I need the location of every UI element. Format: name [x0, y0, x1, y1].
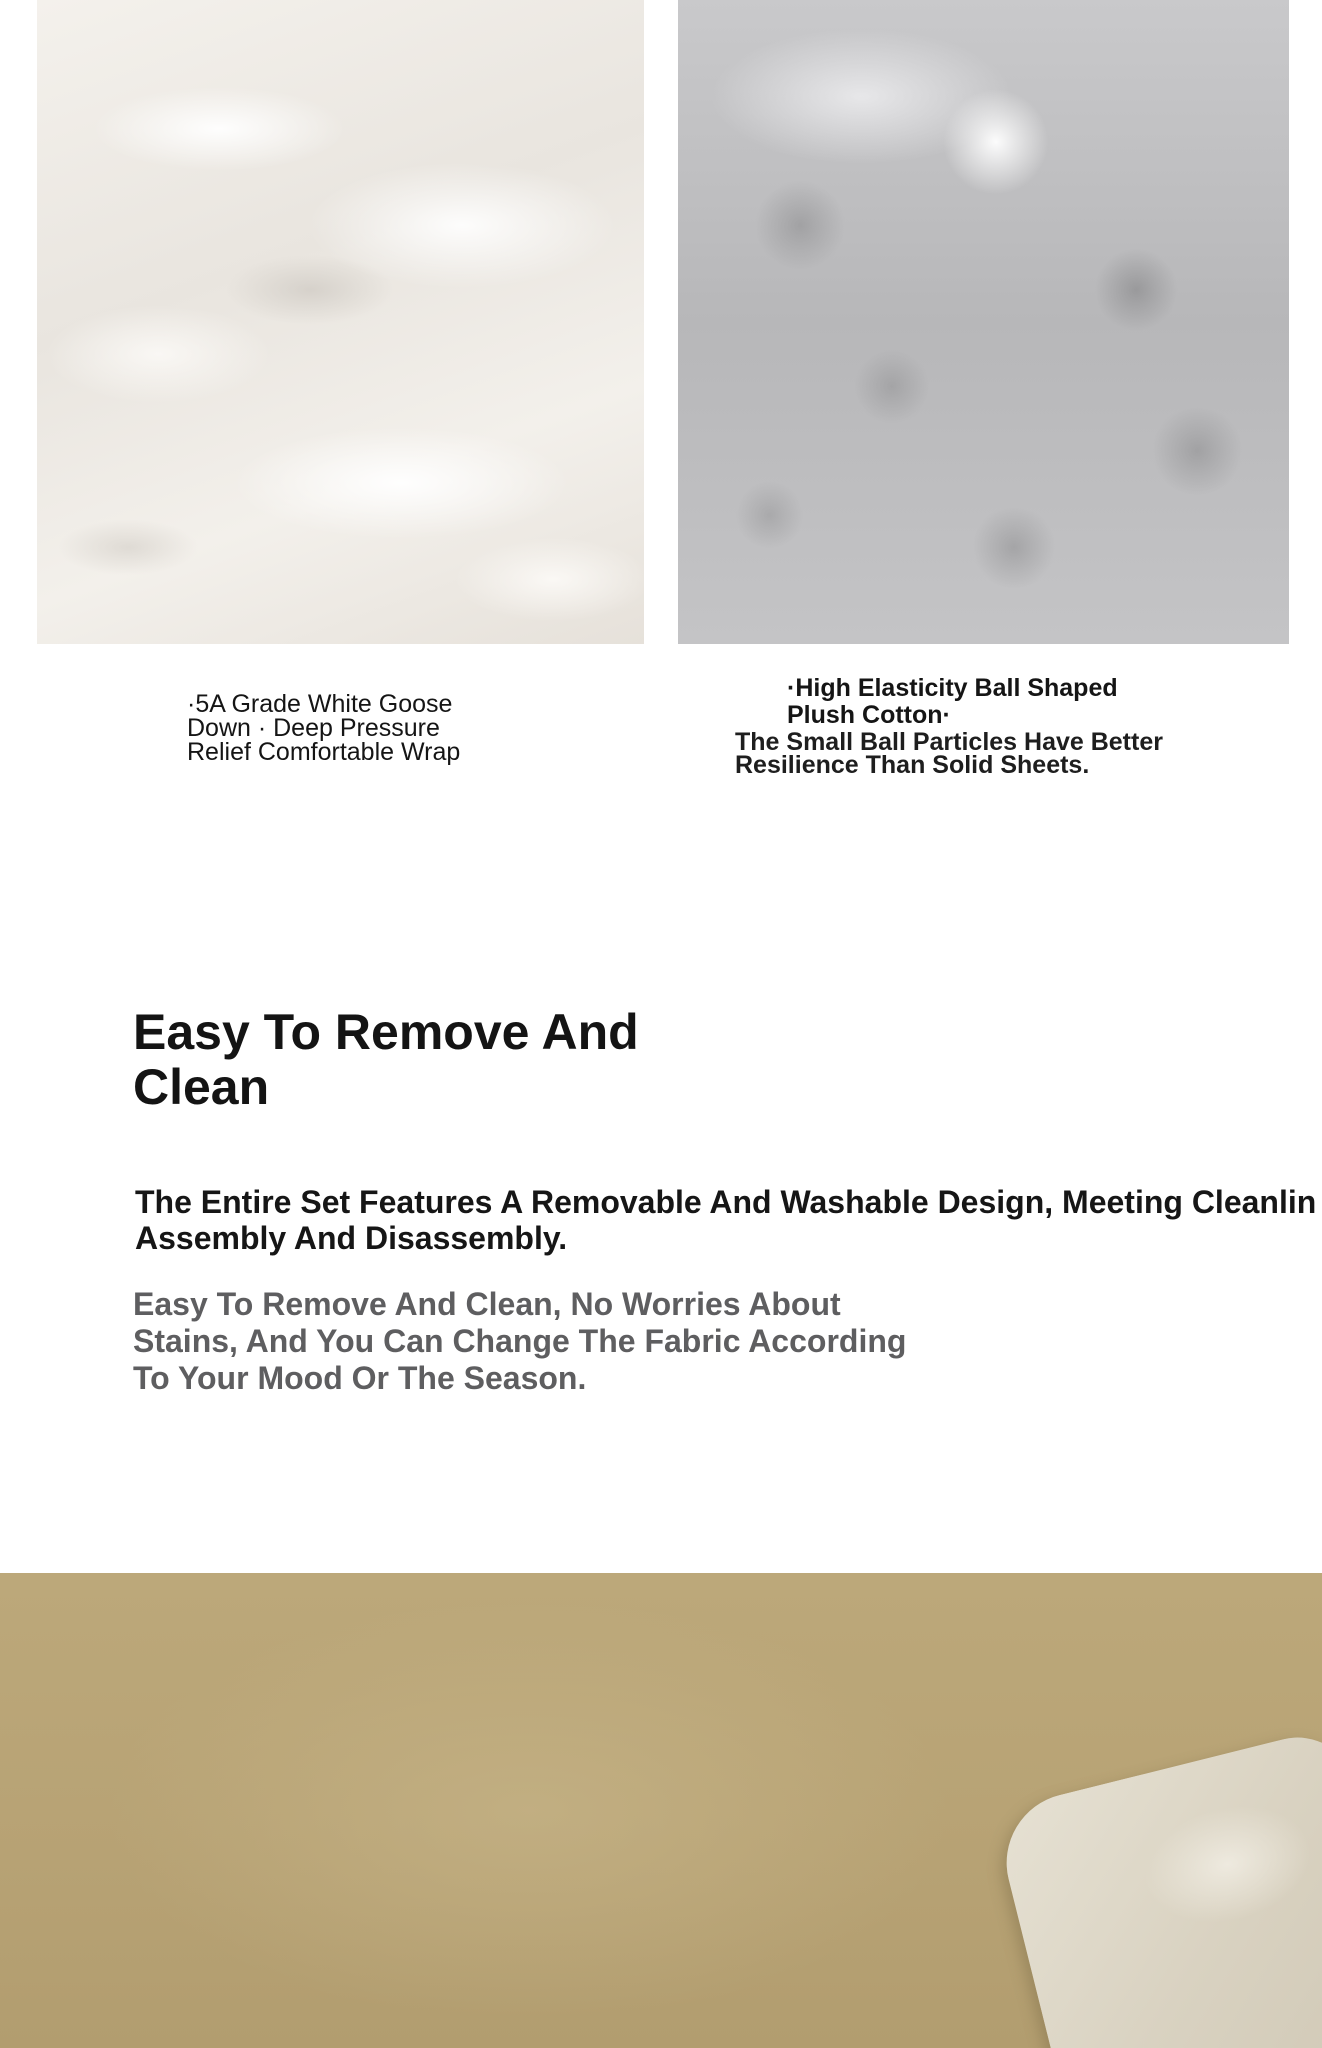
section-subheading: The Entire Set Features A Removable And Washable Design, Meeting Cleanlin Assembly And Disassembly. — [135, 1184, 1317, 1256]
goose-down-photo — [37, 0, 644, 644]
cushion-banner-photo — [0, 1573, 1322, 2048]
plush-cotton-photo — [678, 0, 1289, 644]
goose-down-caption: ·5A Grade White Goose Down · Deep Pressure Relief Comfortable Wrap — [187, 690, 461, 766]
cushion-pillow — [992, 1725, 1322, 2048]
section-body-text: Easy To Remove And Clean, No Worries About Stains, And You Can Change The Fabric According To Your Mood Or The Season. — [133, 1286, 907, 1396]
plush-cotton-caption-subtitle: The Small Ball Particles Have Better Resilience Than Solid Sheets. — [735, 728, 1163, 779]
plush-cotton-caption-title: ·High Elasticity Ball Shaped Plush Cotton· — [787, 674, 1118, 729]
section-heading: Easy To Remove And Clean — [133, 1004, 639, 1115]
